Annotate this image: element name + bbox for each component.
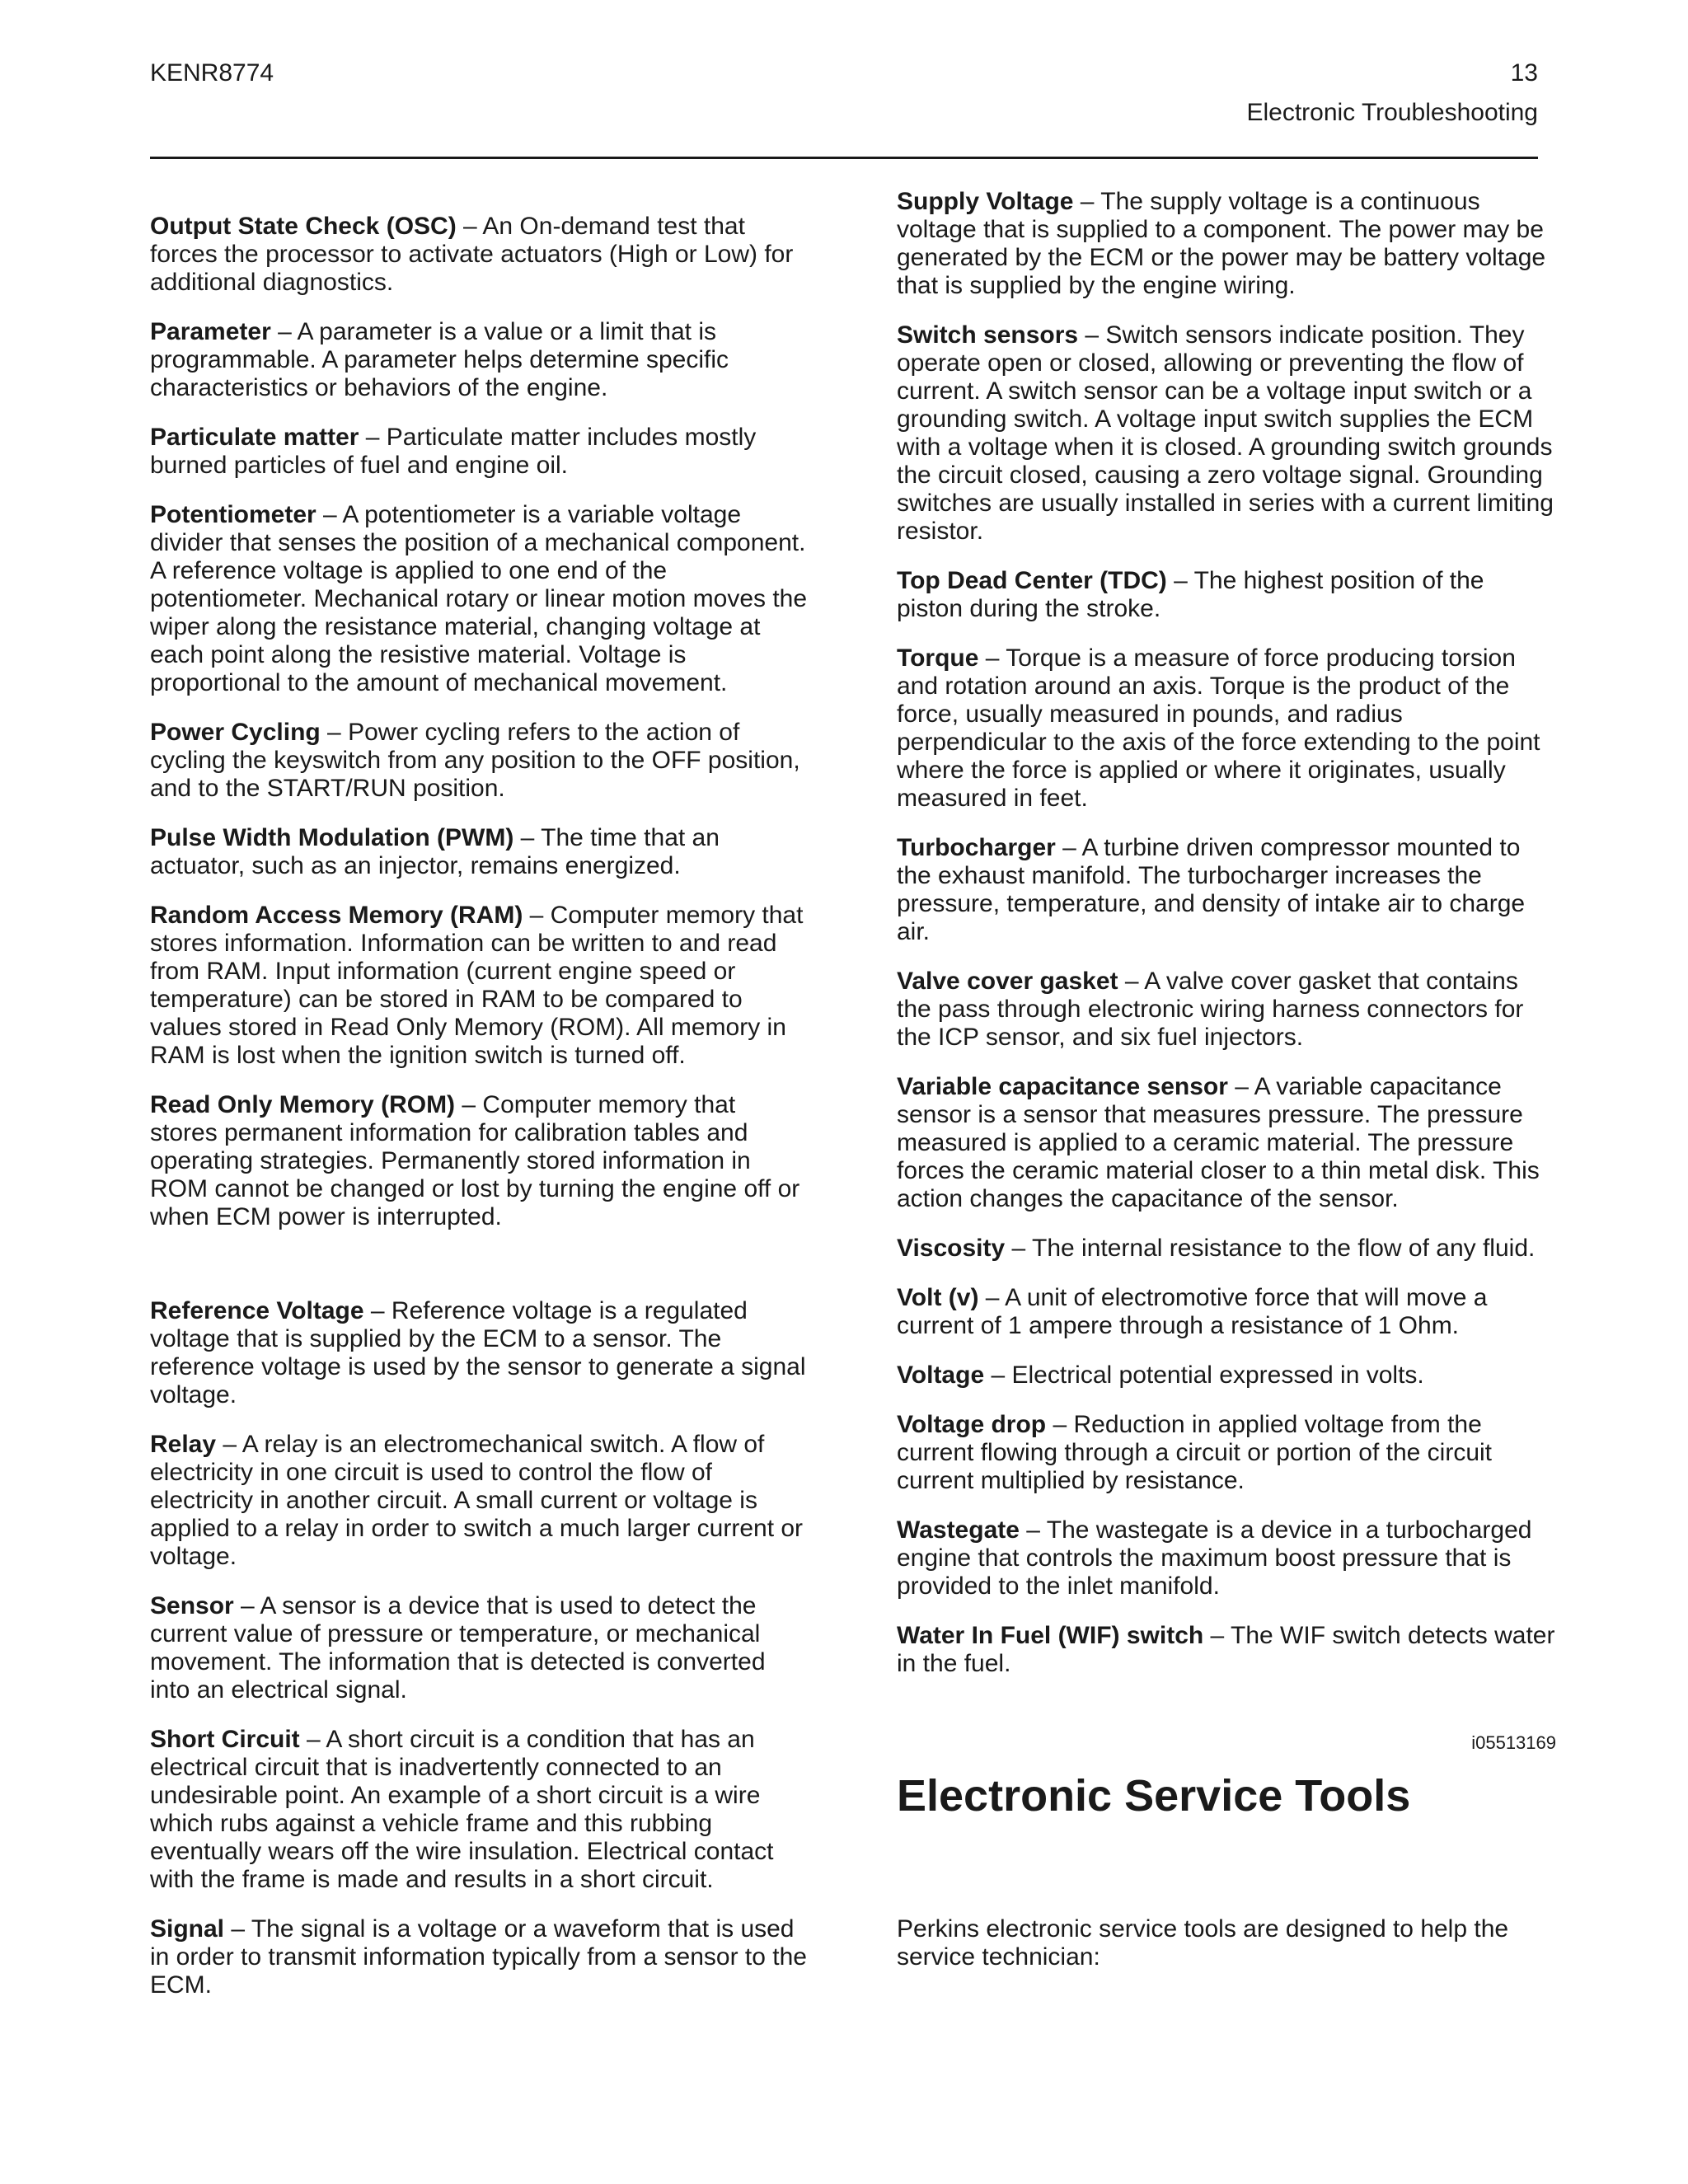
glossary-entry	[150, 213, 809, 297]
glossary-term: Wastegate	[897, 1516, 1020, 1544]
glossary-term: Parameter	[150, 318, 271, 345]
glossary-definition: – Computer memory that stores permanent information for calibration tables and operating strategies. Permanently stored information in ROM cannot be changed or lost by turning the engine off or when ECM power is interrupted.	[150, 1091, 800, 1230]
glossary-entry	[897, 1073, 1556, 1213]
glossary-definition: – A turbine driven compressor mounted to the exhaust manifold. The turbocharger increases the pressure, temperature, and density of intake air to charge air.	[897, 834, 1526, 945]
glossary-term: Power Cycling	[150, 719, 321, 746]
glossary-entry	[897, 1235, 1556, 1263]
glossary-term: Sensor	[150, 1592, 234, 1619]
glossary-term: Voltage drop	[897, 1411, 1047, 1438]
glossary-term: Output State Check (OSC)	[150, 213, 457, 240]
page-number: 13	[1510, 59, 1538, 87]
glossary-definition: – A valve cover gasket that contains the pass through electronic wiring harness connectors for the ICP sensor, and six fuel injectors.	[897, 968, 1524, 1051]
document-id: i05513169	[1471, 1732, 1556, 1753]
glossary-definition: – A variable capacitance sensor is a sensor that measures pressure. The pressure measured is applied to a ceramic material. The pressure forces the ceramic material closer to a thin metal disk. This action changes the capacitance of the sensor.	[897, 1073, 1540, 1212]
glossary-term: Volt (v)	[897, 1284, 979, 1311]
glossary-term: Top Dead Center (TDC)	[897, 567, 1167, 594]
document-code: KENR8774	[150, 59, 274, 87]
glossary-definition: – A unit of electromotive force that will move a current of 1 ampere through a resistance of 1 Ohm.	[897, 1284, 1488, 1339]
glossary-term: Particulate matter	[150, 424, 359, 451]
glossary-entry	[150, 719, 809, 803]
glossary-term: Turbocharger	[897, 834, 1056, 861]
glossary-entry	[150, 1091, 809, 1231]
glossary-definition: – Power cycling refers to the action of cycling the keyswitch from any position to the OFF position, and to the START/RUN position.	[150, 719, 800, 802]
glossary-definition: – The WIF switch detects water in the fuel.	[897, 1622, 1555, 1677]
glossary-term: Signal	[150, 1915, 225, 1943]
glossary-entry	[897, 834, 1556, 946]
glossary-definition: – Reference voltage is a regulated voltage that is supplied by the ECM to a sensor. The reference voltage is used by the sensor to generate a signal voltage.	[150, 1297, 806, 1408]
glossary-entry	[897, 968, 1556, 1052]
spacer	[150, 1253, 809, 1297]
glossary-definition: – The supply voltage is a continuous voltage that is supplied to a component. The power may be generated by the ECM or the power may be battery voltage that is supplied by the engine wiring.	[897, 188, 1546, 299]
glossary-entry	[897, 644, 1556, 813]
glossary-term: Water In Fuel (WIF) switch	[897, 1622, 1204, 1649]
glossary-definition: – Torque is a measure of force producing torsion and rotation around an axis. Torque is the product of the force, usually measured in pounds, and radius perpendicular to the axis of the force extending to the point where the force is applied or where it originates, usually measured in feet.	[897, 644, 1540, 812]
glossary-definition: – A sensor is a device that is used to detect the current value of pressure or temperature, or mechanical movement. The information that is detected is converted into an electrical signal.	[150, 1592, 766, 1704]
glossary-entry	[150, 824, 809, 880]
glossary-term: Switch sensors	[897, 321, 1079, 349]
glossary-definition: – Switch sensors indicate position. They operate open or closed, allowing or preventing the flow of current. A switch sensor can be a voltage input switch or a grounding switch. A voltage input switch supplies the ECM with a voltage when it is closed. A grounding switch grounds the circuit closed, causing a zero voltage signal. Grounding switches are usually installed in series with a current limiting resistor.	[897, 321, 1554, 545]
glossary-entry	[150, 1726, 809, 1894]
glossary-definition: – A short circuit is a condition that has an electrical circuit that is inadvertently connected to an undesirable point. An example of a short circuit is a wire which rubs against a vehicle frame and this rubbing eventually wears off the wire insulation. Electrical contact with the frame is made and results in a short circuit.	[150, 1726, 774, 1893]
glossary-entry	[897, 1361, 1556, 1390]
glossary-entry	[150, 318, 809, 402]
glossary-entry	[150, 1431, 809, 1571]
glossary-term: Pulse Width Modulation (PWM)	[150, 824, 514, 851]
glossary-definition: – Electrical potential expressed in volts.	[984, 1361, 1424, 1389]
glossary-definition: – Reduction in applied voltage from the current flowing through a circuit or portion of the circuit current multiplied by resistance.	[897, 1411, 1493, 1494]
glossary-entry	[150, 1592, 809, 1704]
section-title: Electronic Service Tools	[897, 1771, 1411, 1821]
glossary-term: Read Only Memory (ROM)	[150, 1091, 456, 1118]
glossary-term: Short Circuit	[150, 1726, 300, 1753]
glossary-definition: – Computer memory that stores information. Information can be written to and read from RAM. Input information (current engine speed or temperature) can be stored in RAM to be compared to values stored in Read Only Memory (ROM). All memory in RAM is lost when the ignition switch is turned off.	[150, 902, 804, 1069]
glossary-term: Relay	[150, 1431, 217, 1458]
glossary-term: Potentiometer	[150, 501, 316, 528]
glossary-entry	[897, 1411, 1556, 1495]
glossary-definition: – The wastegate is a device in a turbocharged engine that controls the maximum boost pressure that is provided to the inlet manifold.	[897, 1516, 1532, 1600]
glossary-definition: – The internal resistance to the flow of any fluid.	[1005, 1235, 1536, 1262]
glossary-entry	[897, 1622, 1556, 1678]
glossary-entry	[150, 424, 809, 480]
glossary-entry	[150, 1915, 809, 1999]
glossary-term: Viscosity	[897, 1235, 1006, 1262]
section-header: Electronic Troubleshooting	[1246, 99, 1538, 126]
glossary-entry	[897, 188, 1556, 300]
glossary-entry	[150, 902, 809, 1070]
glossary-entry	[897, 567, 1556, 623]
glossary-entry	[897, 321, 1556, 546]
section-intro: Perkins electronic service tools are designed to help the service technician:	[897, 1915, 1509, 1971]
glossary-term: Supply Voltage	[897, 188, 1074, 215]
left-column	[150, 213, 809, 2021]
glossary-entry	[150, 1297, 809, 1409]
glossary-definition: – A parameter is a value or a limit that is programmable. A parameter helps determine specific characteristics or behaviors of the engine.	[150, 318, 729, 401]
glossary-term: Random Access Memory (RAM)	[150, 902, 523, 929]
glossary-definition: – The highest position of the piston during the stroke.	[897, 567, 1484, 622]
glossary-definition: – The time that an actuator, such as an injector, remains energized.	[150, 824, 720, 879]
glossary-entry	[150, 501, 809, 697]
glossary-entry	[897, 1284, 1556, 1340]
glossary-term: Torque	[897, 644, 979, 672]
glossary-definition: – An On-demand test that forces the processor to activate actuators (High or Low) for additional diagnostics.	[150, 213, 794, 296]
glossary-definition: – A relay is an electromechanical switch. A flow of electricity in one circuit is used to control the flow of electricity in another circuit. A small current or voltage is applied to a relay in order to switch a much larger current or voltage.	[150, 1431, 804, 1570]
glossary-entry	[897, 1516, 1556, 1601]
glossary-definition: – Particulate matter includes mostly burned particles of fuel and engine oil.	[150, 424, 757, 479]
glossary-term: Variable capacitance sensor	[897, 1073, 1228, 1100]
right-column	[897, 188, 1556, 1996]
glossary-term: Valve cover gasket	[897, 968, 1118, 995]
glossary-term: Reference Voltage	[150, 1297, 364, 1324]
glossary-definition: – The signal is a voltage or a waveform that is used in order to transmit information typically from a sensor to the ECM.	[150, 1915, 807, 1999]
glossary-definition: – A potentiometer is a variable voltage divider that senses the position of a mechanical component. A reference voltage is applied to one end of the potentiometer. Mechanical rotary or linear motion moves the wiper along the resistance material, changing voltage at each point along the resistive material. Voltage is proportional to the amount of mechanical movement.	[150, 501, 808, 696]
header-rule	[150, 157, 1538, 159]
glossary-term: Voltage	[897, 1361, 985, 1389]
